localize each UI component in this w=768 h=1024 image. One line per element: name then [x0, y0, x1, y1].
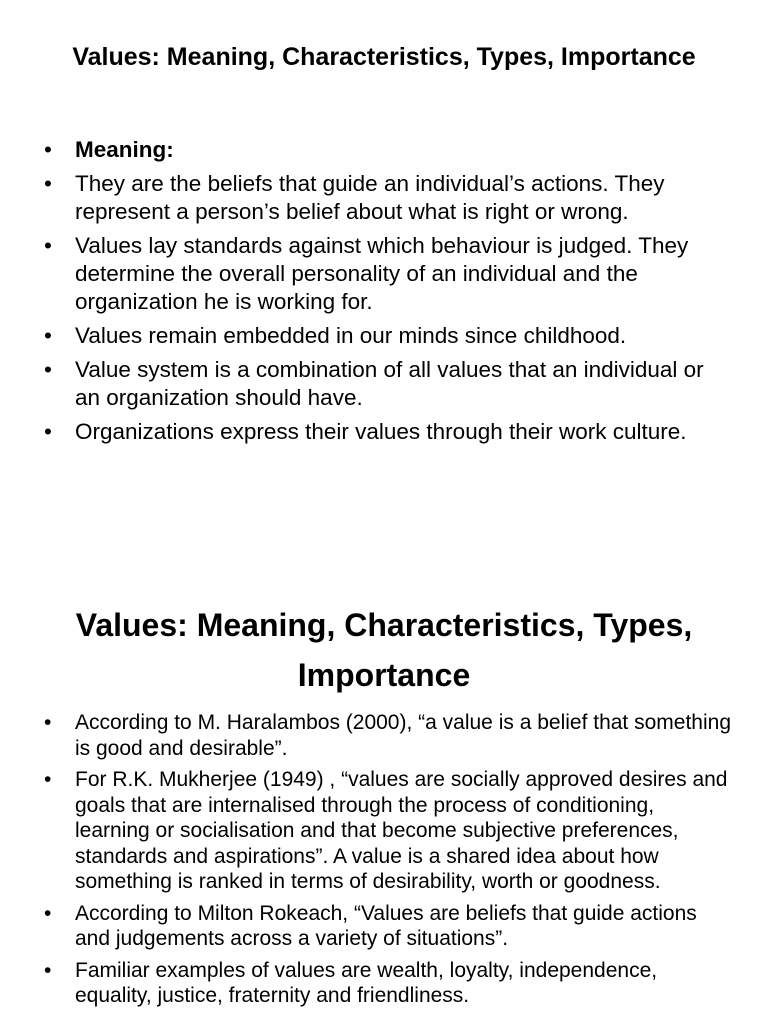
bullet-text: According to Milton Rokeach, “Values are beliefs that guide actions and judgements across a variety of situations”. [75, 901, 697, 950]
bullet-item [44, 322, 732, 350]
bullet-text: According to M. Haralambos (2000), “a value is a belief that something is good and desirable”. [75, 711, 731, 760]
bullet-item [44, 356, 732, 412]
slide-2-title: Values: Meaning, Characteristics, Types, Importance [75, 607, 693, 693]
bullet-marker: • [44, 137, 52, 162]
bullet-item [44, 170, 732, 226]
bullet-item [44, 136, 732, 164]
bullet-text: They are the beliefs that guide an individual’s actions. They represent a person’s belief about what is right or wrong. [75, 171, 665, 224]
bullet-marker: • [44, 768, 52, 791]
bullet-item [44, 767, 732, 895]
bullet-item [44, 232, 732, 316]
bullet-item [44, 710, 732, 761]
slide-1-bullet-list [44, 136, 732, 452]
bullet-text: Value system is a combination of all values that an individual or an organization should have. [75, 357, 704, 410]
slide-1-title: Values: Meaning, Characteristics, Types, Importance [72, 43, 696, 71]
bullet-marker: • [44, 233, 52, 258]
bullet-text: Familiar examples of values are wealth, loyalty, independence, equality, justice, fraternity and friendliness. [75, 958, 658, 1007]
bullet-marker: • [44, 901, 52, 925]
slide-2 [0, 590, 768, 1024]
bullet-marker: • [44, 323, 52, 348]
bullet-marker: • [44, 357, 52, 382]
bullet-item [44, 901, 732, 952]
bullet-marker: • [44, 171, 52, 196]
bullet-marker: • [44, 711, 52, 734]
slide-2-bullet-list [44, 710, 732, 1015]
bullet-text: For R.K. Mukherjee (1949) , “values are socially approved desires and goals that are internalised through the process of conditioning, learning or socialisation and that become subjective preferences, standards and aspirations”. A value is a shared idea about how something is ranked in terms of desirability, worth or goodness. [75, 768, 728, 893]
bullet-marker: • [44, 958, 52, 982]
bullet-text: Values lay standards against which behaviour is judged. They determine the overall personality of an individual and the organization he is working for. [75, 233, 689, 314]
bullet-marker: • [44, 419, 52, 444]
bullet-item [44, 418, 732, 446]
bullet-text: Values remain embedded in our minds since childhood. [75, 323, 627, 348]
bullet-text: Organizations express their values through their work culture. [75, 419, 687, 444]
meaning-heading: Meaning: [75, 137, 174, 162]
bullet-item [44, 958, 732, 1009]
